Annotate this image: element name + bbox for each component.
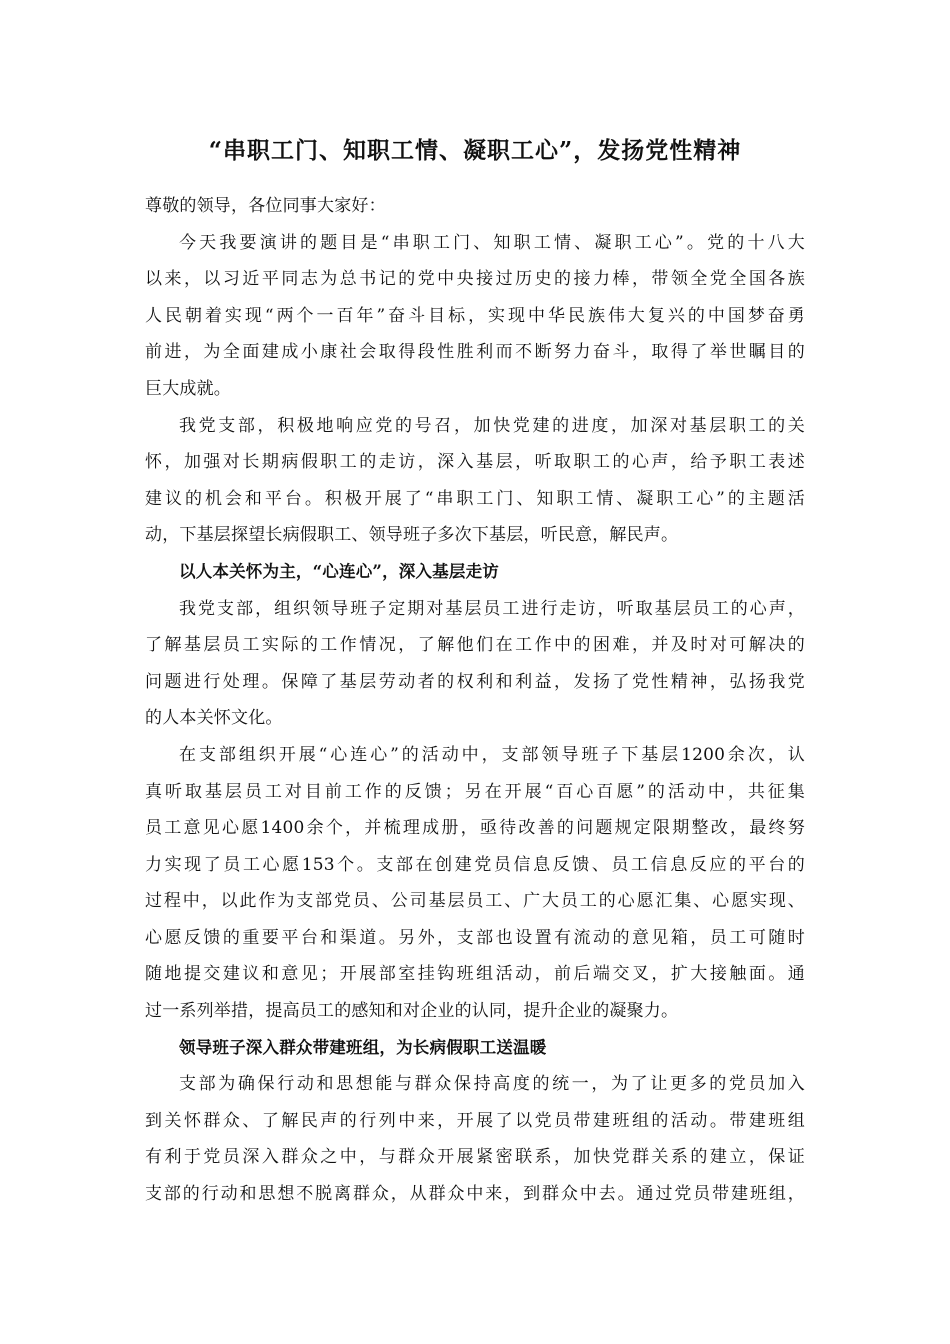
page-title: “串职工门、知职工情、凝职工心”，发扬党性精神 [208,137,742,164]
paragraph [145,591,805,737]
paragraph [145,408,805,554]
text-line: 支部为确保行动和思想能与群众保持高度的统一，为了让更多的党员加入 [179,1074,805,1095]
text-line: 动，下基层探望长病假职工、领导班子多次下基层，听民意，解民声。 [145,525,679,546]
text-line: 建议的机会和平台。积极开展了“串职工门、知职工情、凝职工心”的主题活 [145,488,805,509]
paragraph [145,737,805,1030]
text-line: 随地提交建议和意见；开展部室挂钩班组活动，前后端交叉，扩大接触面。通 [145,964,805,985]
text-line: 在支部组织开展“心连心”的活动中，支部领导班子下基层1200余次，认 [179,744,805,765]
text-line: 心愿反馈的重要平台和渠道。另外，支部也设置有流动的意见箱，员工可随时 [145,927,805,948]
text-line: 人民朝着实现“两个一百年”奋斗目标，实现中华民族伟大复兴的中国梦奋勇 [145,305,805,326]
text-line: 今天我要演讲的题目是“串职工门、知职工情、凝职工心”。党的十八大 [179,232,805,253]
document-body [145,188,805,1213]
section-heading: 以人本关怀为主，“心连心”，深入基层走访 [179,561,499,581]
greeting: 尊敬的领导，各位同事大家好： [145,196,386,216]
paragraph [145,225,805,408]
text-line: 以来，以习近平同志为总书记的党中央接过历史的接力棒，带领全党全国各族 [145,269,805,290]
text-line: 到关怀群众、了解民声的行列中来，开展了以党员带建班组的活动。带建班组 [145,1110,805,1131]
text-line: 怀，加强对长期病假职工的走访，深入基层，听取职工的心声，给予职工表述 [145,452,805,473]
paragraph [145,1066,805,1212]
text-line: 我党支部，积极地响应党的号召，加快党建的进度，加深对基层职工的关 [179,415,805,436]
text-line: 我党支部，组织领导班子定期对基层员工进行走访，听取基层员工的心声， [179,598,805,619]
text-line: 支部的行动和思想不脱离群众，从群众中来，到群众中去。通过党员带建班组， [145,1184,805,1205]
text-line: 有利于党员深入群众之中，与群众开展紧密联系，加快党群关系的建立，保证 [145,1147,805,1168]
text-line: 的人本关怀文化。 [145,708,283,729]
text-line: 巨大成就。 [145,378,231,399]
text-line: 力实现了员工心愿153个。支部在创建党员信息反馈、员工信息反应的平台的 [145,854,805,875]
section-heading: 领导班子深入群众带建班组，为长病假职工送温暖 [179,1037,547,1057]
text-line: 过程中，以此作为支部党员、公司基层员工、广大员工的心愿汇集、心愿实现、 [145,891,805,912]
text-line: 真听取基层员工对目前工作的反馈；另在开展“百心百愿”的活动中，共征集 [145,781,805,802]
text-line: 过一系列举措，提高员工的感知和对企业的认同，提升企业的凝聚力。 [145,1001,679,1022]
text-line: 前进，为全面建成小康社会取得段性胜利而不断努力奋斗，取得了举世瞩目的 [145,342,805,363]
text-line: 问题进行处理。保障了基层劳动者的权利和利益，发扬了党性精神，弘扬我党 [145,671,805,692]
text-line: 了解基层员工实际的工作情况，了解他们在工作中的困难，并及时对可解决的 [145,635,805,656]
text-line: 员工意见心愿1400余个，并梳理成册，亟待改善的问题规定限期整改，最终努 [145,818,805,839]
